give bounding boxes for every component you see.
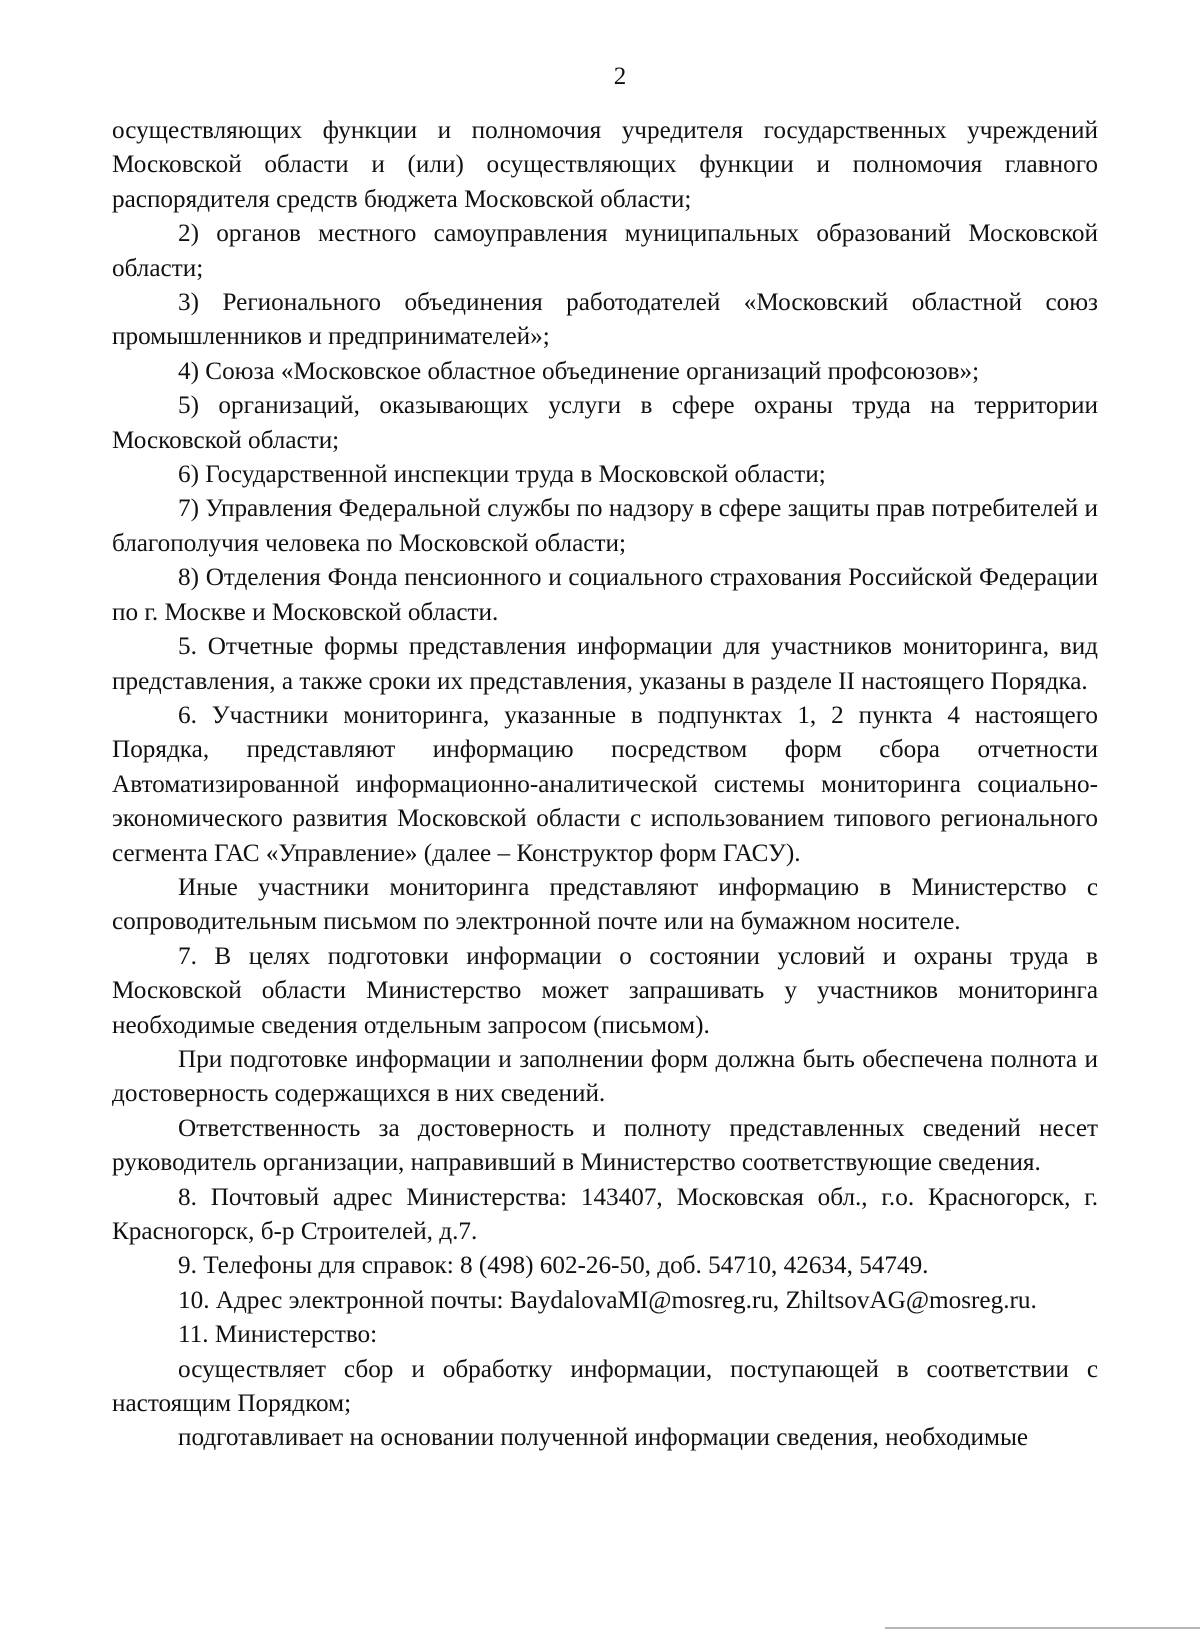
paragraph-email: 10. Адрес электронной почты: BaydalovaMI@mosreg.ru, ZhiltsovAG@mosreg.ru. — [178, 1286, 1037, 1314]
page-number: 2 — [613, 63, 627, 90]
document-body — [112, 114, 1098, 1456]
paragraph-item-7: 7) Управления Федеральной службы по надзору в сфере защиты прав потребителей и благополучия человека по Московской области; — [112, 495, 1098, 557]
paragraph-item-3: 3) Регионального объединения работодателей «Московский областной союз промышленников и предпринимателей»; — [112, 289, 1098, 351]
paragraph-section-7: 7. В целях подготовки информации о состоянии условий и охраны труда в Московской области Министерство может запрашивать у участников мониторинга необходимые сведения отдельным запросом (письмом). — [112, 942, 1098, 1039]
paragraph-completeness: При подготовке информации и заполнении форм должна быть обеспечена полнота и достоверность содержащихся в них сведений. — [112, 1045, 1098, 1108]
paragraph-item-8: 8) Отделения Фонда пенсионного и социального страхования Российской Федерации по г. Москве и Московской области. — [112, 564, 1098, 626]
paragraph-section-6: 6. Участники мониторинга, указанные в подпунктах 1, 2 пункта 4 настоящего Порядка, представляют информацию посредством форм сбора отчетности Автоматизированной информационно-аналитической системы мониторинга социально-экономического развития Московской области с использованием типового регионального сегмента ГАС «Управление» (далее – Конструктор форм ГАСУ). — [112, 701, 1098, 867]
paragraph-phones: 9. Телефоны для справок: 8 (498) 602-26-50, доб. 54710, 42634, 54749. — [178, 1252, 929, 1280]
paragraph-section-5: 5. Отчетные формы представления информации для участников мониторинга, вид представления, а также сроки их представления, указаны в разделе II настоящего Порядка. — [112, 633, 1098, 695]
paragraph-collects-information: осуществляет сбор и обработку информации, поступающей в соответствии с настоящим Порядком; — [112, 1355, 1098, 1418]
paragraph-section-11: 11. Министерство: — [178, 1321, 378, 1349]
paragraph-postal-address: 8. Почтовый адрес Министерства: 143407, Московская обл., г.о. Красногорск, г. Красногорск, б-р Строителей, д.7. — [112, 1183, 1098, 1245]
paragraph-other-participants: Иные участники мониторинга представляют информацию в Министерство с сопроводительным письмом по электронной почте или на бумажном носителе. — [112, 873, 1098, 936]
paragraph-prepares-information: подготавливает на основании полученной информации сведения, необходимые — [178, 1424, 1029, 1452]
paragraph-responsibility: Ответственность за достоверность и полноту представленных сведений несет руководитель организации, направивший в Министерство соответствующие сведения. — [112, 1114, 1098, 1177]
paragraph-item-6: 6) Государственной инспекции труда в Московской области; — [178, 461, 826, 489]
paragraph-item-2: 2) органов местного самоуправления муниципальных образований Московской области; — [112, 220, 1098, 282]
paragraph-continuation: осуществляющих функции и полномочия учредителя государственных учреждений Московской области и (или) осуществляющих функции и полномочия главного распорядителя средств бюджета Московской области; — [112, 117, 1098, 213]
paragraph-item-5: 5) организаций, оказывающих услуги в сфере охраны труда на территории Московской области; — [112, 392, 1098, 454]
bottom-scan-line — [885, 1627, 1200, 1629]
paragraph-item-4: 4) Союза «Московское областное объединение организаций профсоюзов»; — [178, 357, 980, 385]
